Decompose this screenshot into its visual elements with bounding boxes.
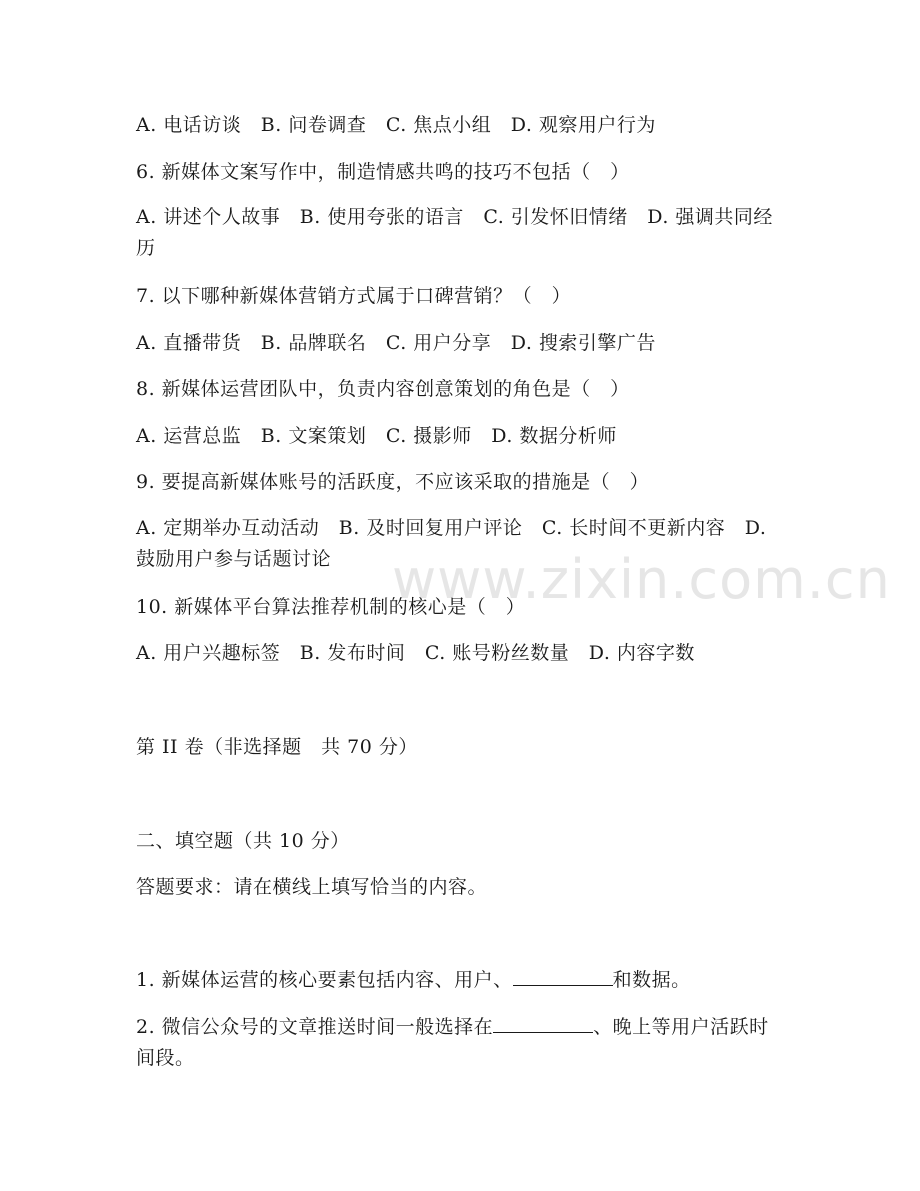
question-8: 8. 新媒体运营团队中，负责内容创意策划的角色是（ ） <box>136 378 630 400</box>
fill2-text-post: 、晚上等用户活跃时间段。 <box>136 1016 769 1069</box>
q5-options: A. 电话访谈 B. 问卷调查 C. 焦点小组 D. 观察用户行为 <box>136 114 656 136</box>
question-9: 9. 要提高新媒体账号的活跃度，不应该采取的措施是（ ） <box>136 471 650 493</box>
fill2-blank[interactable] <box>493 1014 593 1033</box>
question-6: 6. 新媒体文案写作中，制造情感共鸣的技巧不包括（ ） <box>136 161 630 183</box>
watermark: www.zixin.com.cn <box>392 548 891 611</box>
fill1-text-post: 和数据。 <box>612 969 691 991</box>
q8-options: A. 运营总监 B. 文案策划 C. 摄影师 D. 数据分析师 <box>136 425 617 447</box>
question-10: 10. 新媒体平台算法推荐机制的核心是（ ） <box>136 596 526 618</box>
section-title: 第 II 卷（非选择题 共 70 分） <box>136 736 418 758</box>
fill1-blank[interactable] <box>513 967 613 986</box>
q7-options: A. 直播带货 B. 品牌联名 C. 用户分享 D. 搜索引擎广告 <box>136 332 656 354</box>
q10-options: A. 用户兴趣标签 B. 发布时间 C. 账号粉丝数量 D. 内容字数 <box>136 642 695 664</box>
fill-question-1 <box>136 965 691 992</box>
q9-options: A. 定期举办互动活动 B. 及时回复用户评论 C. 长时间不更新内容 D. 鼓励用户参与话题讨论 <box>136 517 767 570</box>
part-title: 二、填空题（共 10 分） <box>136 830 350 852</box>
fill-question-2 <box>136 1012 781 1074</box>
fill1-text-pre: 1. 新媒体运营的核心要素包括内容、用户、 <box>136 969 513 991</box>
instructions: 答题要求：请在横线上填写恰当的内容。 <box>136 876 488 898</box>
q6-options: A. 讲述个人故事 B. 使用夸张的语言 C. 引发怀旧情绪 D. 强调共同经历 <box>136 206 773 259</box>
fill2-text-pre: 2. 微信公众号的文章推送时间一般选择在 <box>136 1016 494 1038</box>
question-7: 7. 以下哪种新媒体营销方式属于口碑营销？（ ） <box>136 285 572 307</box>
